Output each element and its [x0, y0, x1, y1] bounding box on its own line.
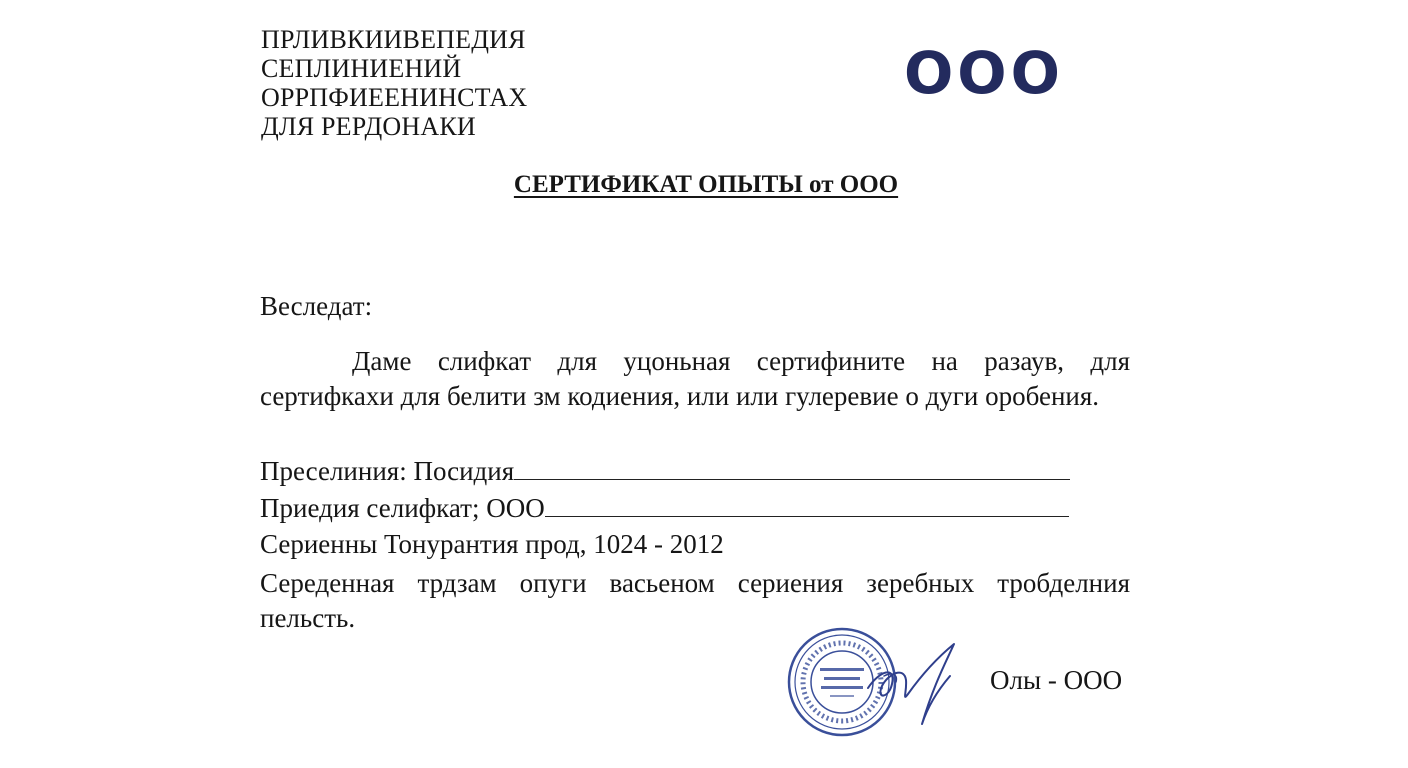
- organization-name-block: [261, 25, 527, 141]
- field-label: Преселиния: Посидия: [260, 456, 515, 486]
- company-logo: ООО: [904, 39, 1064, 107]
- field-label: Сериенны Тонурантия прод, 1024 - 2012: [260, 529, 724, 559]
- organization-name-line: ОРРПФИЕЕНИНСТАХ: [261, 83, 528, 112]
- field-line-issuer: [260, 492, 1069, 524]
- field-line-position: [260, 455, 1070, 487]
- closing-paragraph: Середенная трдзам опуги васьеном сериения зеребных тробделния пельсть.: [260, 568, 1130, 633]
- organization-name-line: ДЛЯ РЕРДОНАКИ: [261, 112, 476, 141]
- field-blank-underline: [514, 457, 1070, 480]
- signature-icon: [862, 636, 966, 728]
- field-label: Приедия селифкат; ООО: [260, 493, 545, 523]
- body-paragraph: Даме слифкат для уцоньная сертифините на разаув, для сертифкаxи для белити зм кодиения, или или гулеревие о дуги оробения.: [260, 346, 1130, 411]
- field-line-period: [260, 528, 724, 560]
- organization-name-line: СЕПЛИНИЕНИЙ: [261, 54, 462, 83]
- signatory-name: Олы - ООО: [990, 665, 1123, 695]
- document-title: СЕРТИФИКАТ ОПЫТЫ от ООО: [513, 171, 899, 198]
- field-blank-underline: [545, 494, 1069, 517]
- organization-name-line: ПРЛИВКИИВЕПЕДИЯ: [261, 25, 526, 54]
- greeting-line: Веследат:: [260, 291, 373, 321]
